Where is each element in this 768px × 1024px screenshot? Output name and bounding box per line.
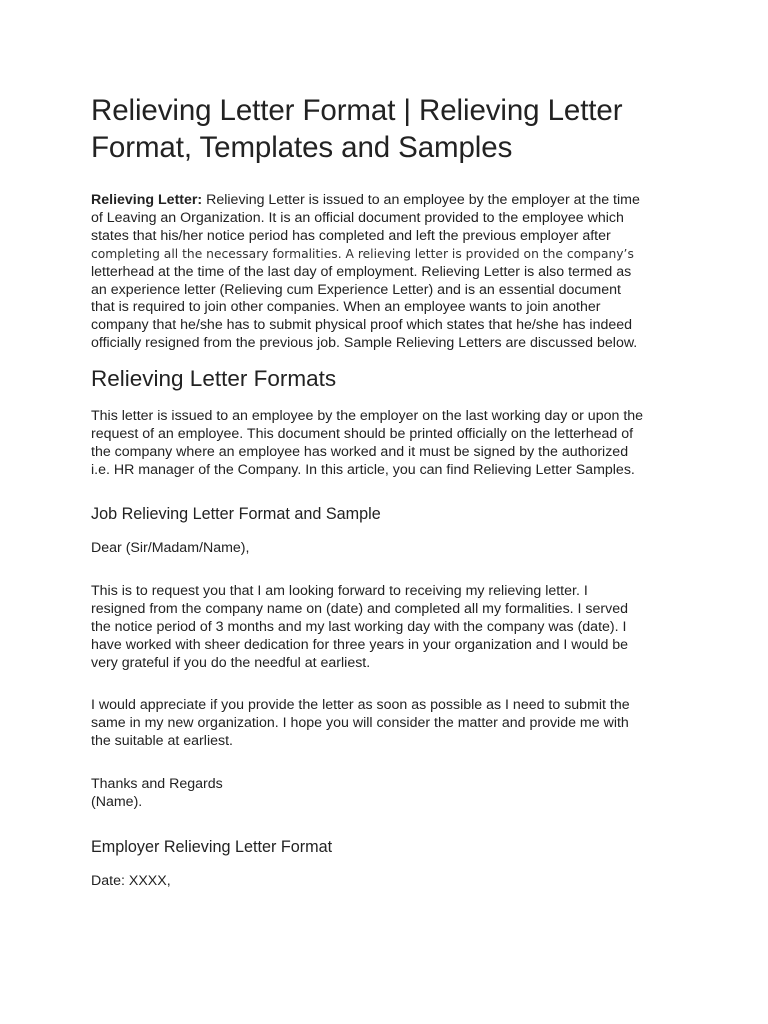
- intro-line-6: an experience letter (Relieving cum Experience Letter) and is an essential document: [91, 281, 621, 298]
- job-letter-heading: Job Relieving Letter Format and Sample: [91, 505, 381, 523]
- intro-line-5: letterhead at the time of the last day of employment. Relieving Letter is also termed as: [91, 263, 632, 280]
- document-page: [91, 92, 691, 889]
- title-line-2: Format, Templates and Samples: [91, 131, 513, 164]
- body1-line-1: This is to request you that I am looking forward to receiving my relieving letter. I: [91, 583, 588, 599]
- letter-closing: [91, 776, 691, 812]
- formats-line-4: i.e. HR manager of the Company. In this article, you can find Relieving Letter Samples.: [91, 461, 635, 478]
- body1-line-2: resigned from the company name on (date) and completed all my formalities. I served: [91, 600, 629, 617]
- intro-paragraph: [91, 192, 691, 353]
- intro-line-9: officially resigned from the previous job. Sample Relieving Letters are discussed below.: [91, 335, 638, 352]
- body1-line-5: very grateful if you do the needful at earliest.: [91, 654, 371, 671]
- intro-line-4: completing all the necessary formalities. A relieving letter is provided on the company’s: [91, 246, 634, 261]
- closing-line-2: (Name).: [91, 793, 143, 810]
- intro-lead: Relieving Letter:: [91, 192, 203, 208]
- formats-line-2: request of an employee. This document should be printed officially on the letterhead of: [91, 425, 634, 442]
- formats-paragraph: [91, 408, 691, 480]
- body1-line-3: the notice period of 3 months and my last working day with the company was (date). I: [91, 618, 627, 635]
- body2-line-2: same in my new organization. I hope you will consider the matter and provide me with: [91, 714, 629, 731]
- formats-line-1: This letter is issued to an employee by the employer on the last working day or upon the: [91, 408, 644, 424]
- intro-line-8: company that he/she has to submit physical proof which states that he/she has indeed: [91, 317, 633, 334]
- intro-line-7: that is required to join other companies. When an employee wants to join another: [91, 299, 601, 316]
- body2-line-1: I would appreciate if you provide the letter as soon as possible as I need to submit the: [91, 697, 630, 713]
- intro-line-1: Relieving Letter is issued to an employee by the employer at the time: [202, 192, 640, 208]
- title-line-1: Relieving Letter Format | Relieving Letter: [91, 94, 623, 127]
- closing-line-1: Thanks and Regards: [91, 776, 223, 792]
- date-line: Date: XXXX,: [91, 873, 171, 889]
- intro-line-2: of Leaving an Organization. It is an official document provided to the employee which: [91, 209, 624, 226]
- employer-letter-heading: Employer Relieving Letter Format: [91, 838, 333, 856]
- body2-line-3: the suitable at earliest.: [91, 732, 233, 749]
- intro-line-3: states that his/her notice period has completed and left the previous employer after: [91, 227, 611, 244]
- body1-line-4: have worked with sheer dedication for three years in your organization and I would be: [91, 636, 629, 653]
- letter-body-paragraph-2: [91, 697, 691, 751]
- letter-body-paragraph-1: [91, 583, 691, 673]
- formats-heading: Relieving Letter Formats: [91, 366, 337, 391]
- formats-line-3: the company where an employee has worked and it must be signed by the authorized: [91, 443, 629, 460]
- salutation: Dear (Sir/Madam/Name),: [91, 540, 250, 556]
- page-title: [91, 92, 691, 166]
